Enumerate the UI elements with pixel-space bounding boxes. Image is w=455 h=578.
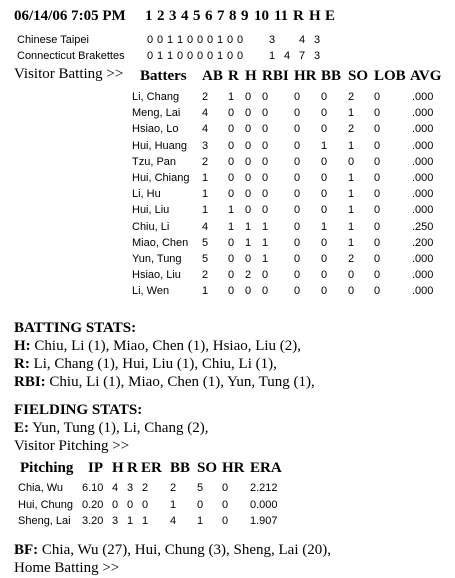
batter-name-cell: Tzu, Pan [132, 155, 177, 168]
inning-header-9: 9 [241, 8, 249, 24]
fielding-stats-title: FIELDING STATS: [14, 402, 143, 418]
hr-cell: 0 [294, 107, 301, 120]
linescore-row-home [17, 50, 437, 64]
hr-cell: 0 [294, 204, 301, 217]
inning-header-5: 5 [193, 8, 201, 24]
ab-cell: 4 [202, 220, 209, 233]
col-hr: HR [294, 68, 317, 84]
hr-cell: 0 [294, 253, 301, 265]
rbi-stat-text: Chiu, Li (1), Miao, Chen (1), Yun, Tung (1), [45, 374, 315, 390]
linescore-header [14, 8, 454, 28]
r-cell: 0 [228, 155, 235, 168]
era-cell: 0.000 [250, 498, 278, 511]
inning-score: 1 [167, 50, 174, 62]
r-cell: 0 [228, 188, 235, 201]
lob-cell: 0 [374, 155, 381, 168]
avg-cell: .000 [412, 155, 434, 168]
h-cell: 0 [245, 107, 252, 120]
avg-cell: .200 [412, 236, 434, 249]
batter-name-cell: Hui, Liu [132, 204, 170, 217]
hr-cell: 0 [294, 220, 301, 233]
ab-cell: 1 [202, 285, 209, 298]
ab-cell: 5 [202, 253, 209, 265]
bb-cell: 0 [321, 91, 328, 103]
batting-row [0, 172, 455, 186]
inning-score: 0 [147, 34, 154, 46]
batter-name-cell: Chiu, Li [132, 220, 170, 233]
r-cell: 0 [228, 253, 235, 265]
ab-cell: 1 [202, 172, 209, 184]
bb-cell: 0 [321, 269, 328, 282]
r-cell: 0 [228, 139, 235, 152]
so-cell: 2 [348, 253, 355, 265]
inning-header-8: 8 [229, 8, 237, 24]
col-er: ER [141, 460, 162, 476]
bb-cell: 2 [170, 482, 177, 494]
so-cell: 0 [348, 269, 355, 282]
rbi-cell: 0 [262, 204, 269, 217]
rbi-cell: 0 [262, 123, 269, 136]
lob-cell: 0 [374, 123, 381, 136]
col-so: SO [197, 460, 218, 476]
ip-cell: 3.20 [82, 515, 104, 527]
lob-cell: 0 [374, 91, 381, 103]
batting-row [0, 285, 455, 299]
lob-cell: 0 [374, 269, 381, 282]
lob-cell: 0 [374, 220, 381, 233]
col-hr: HR [222, 460, 245, 476]
rbi-cell: 0 [262, 91, 269, 103]
hits-total: 4 [284, 50, 291, 62]
batter-name-cell: Li, Wen [132, 285, 170, 298]
rbi-cell: 1 [262, 220, 269, 233]
so-cell: 5 [197, 482, 204, 494]
avg-cell: .000 [412, 253, 434, 265]
batting-stats-title: BATTING STATS: [14, 320, 137, 336]
h-cell: 1 [245, 220, 252, 233]
hits-header: H [309, 8, 321, 24]
batting-row [0, 140, 455, 154]
so-cell: 1 [348, 107, 355, 120]
h-cell: 0 [245, 155, 252, 168]
inning-score: 0 [197, 50, 204, 62]
hr-cell: 0 [222, 515, 229, 527]
col-bb: BB [170, 460, 191, 476]
ab-cell: 4 [202, 107, 209, 120]
inning-score: 0 [187, 50, 194, 62]
bb-cell: 0 [321, 285, 328, 298]
runs-stat-line [14, 356, 277, 373]
batter-name-cell: Hsiao, Liu [132, 269, 181, 282]
rbi-cell: 0 [262, 188, 269, 201]
r-cell: 0 [228, 123, 235, 136]
h-cell: 0 [245, 188, 252, 201]
bb-cell: 1 [170, 498, 177, 511]
pitcher-name-cell: Chia, Wu [18, 482, 64, 494]
inning-score: 0 [187, 34, 194, 46]
avg-cell: .000 [412, 204, 434, 217]
batting-row [0, 237, 455, 251]
bb-cell: 0 [321, 253, 328, 265]
inning-header-1: 1 [145, 8, 153, 24]
r-cell: 0 [228, 285, 235, 298]
inning-score: 1 [217, 50, 224, 62]
batting-row [0, 156, 455, 170]
avg-cell: .250 [412, 220, 434, 233]
so-cell: 1 [348, 204, 355, 217]
bb-cell: 0 [321, 236, 328, 249]
batting-row [0, 123, 455, 137]
ab-cell: 5 [202, 236, 209, 249]
h-cell: 0 [245, 139, 252, 152]
h-cell: 0 [245, 123, 252, 136]
rbi-cell: 1 [262, 236, 269, 249]
batting-row [0, 188, 455, 202]
errors-stat-text: Yun, Tung (1), Li, Chang (2), [29, 420, 209, 436]
rbi-cell: 1 [262, 253, 269, 265]
lob-cell: 0 [374, 236, 381, 249]
inning-score: 0 [237, 50, 244, 62]
h-cell: 0 [245, 285, 252, 298]
ab-cell: 2 [202, 269, 209, 282]
game-datetime: 06/14/06 7:05 PM [14, 8, 126, 24]
errors-total: 3 [314, 34, 321, 46]
col-avg: AVG [410, 68, 442, 84]
team-name: Chinese Taipei [17, 34, 89, 46]
lob-cell: 0 [374, 172, 381, 184]
hits-stat-line [14, 338, 301, 355]
inning-score: 0 [197, 34, 204, 46]
r-cell: 1 [127, 515, 134, 527]
h-cell: 0 [245, 172, 252, 184]
hr-cell: 0 [294, 123, 301, 136]
r-cell: 0 [228, 172, 235, 184]
hits-total: 4 [299, 34, 306, 46]
hr-cell: 0 [294, 188, 301, 201]
r-cell: 0 [228, 269, 235, 282]
rbi-cell: 0 [262, 172, 269, 184]
inning-score: 0 [237, 34, 244, 46]
inning-score: 1 [177, 34, 184, 46]
inning-header-4: 4 [181, 8, 189, 24]
errors-stat-line [14, 420, 208, 437]
so-cell: 2 [348, 123, 355, 136]
rbi-cell: 0 [262, 155, 269, 168]
h-cell: 0 [245, 91, 252, 103]
avg-cell: .000 [412, 269, 434, 282]
bb-cell: 0 [321, 188, 328, 201]
inning-score: 0 [227, 34, 234, 46]
inning-score: 0 [177, 50, 184, 62]
batting-row [0, 204, 455, 218]
hr-cell: 0 [294, 285, 301, 298]
batter-name-cell: Hui, Chiang [132, 172, 190, 184]
ab-cell: 3 [202, 139, 209, 152]
inning-header-10: 10 [254, 8, 269, 24]
bb-cell: 0 [321, 172, 328, 184]
ip-cell: 0.20 [82, 498, 104, 511]
hr-cell: 0 [294, 269, 301, 282]
home-batting-link[interactable]: Home Batting >> [14, 560, 120, 576]
batter-name-cell: Hsiao, Lo [132, 123, 179, 136]
r-cell: 1 [228, 204, 235, 217]
bf-label: BF: [14, 542, 39, 558]
col-h: H [245, 68, 257, 84]
rbi-cell: 0 [262, 269, 269, 282]
avg-cell: .000 [412, 188, 434, 201]
hits-stat-label: H: [14, 338, 31, 354]
rbi-cell: 0 [262, 107, 269, 120]
r-cell: 0 [228, 107, 235, 120]
rbi-cell: 0 [262, 285, 269, 298]
batting-row [0, 253, 455, 267]
inning-score: 0 [227, 50, 234, 62]
batting-row [0, 91, 455, 105]
extra-total: 3 [314, 50, 321, 62]
batters-faced-line [14, 542, 331, 559]
ab-cell: 2 [202, 91, 209, 103]
col-batters: Batters [140, 68, 187, 84]
col-bb: BB [321, 68, 342, 84]
so-cell: 1 [197, 515, 204, 527]
h-cell: 0 [112, 498, 119, 511]
r-cell: 0 [228, 236, 235, 249]
bb-cell: 0 [321, 107, 328, 120]
h-cell: 3 [112, 515, 119, 527]
lob-cell: 0 [374, 253, 381, 265]
hits-stat-text: Chiu, Li (1), Miao, Chen (1), Hsiao, Liu (2), [30, 338, 302, 354]
avg-cell: .000 [412, 107, 434, 120]
col-r: R [127, 460, 138, 476]
inning-score: 0 [207, 34, 214, 46]
lob-cell: 0 [374, 107, 381, 120]
bb-cell: 0 [321, 123, 328, 136]
inning-score: 1 [157, 50, 164, 62]
batting-row [0, 221, 455, 235]
r-cell: 3 [127, 482, 134, 494]
visitor-batting-link[interactable]: Visitor Batting >> [14, 66, 124, 82]
inning-header-11: 11 [274, 8, 289, 24]
linescore-row-visitor [17, 34, 437, 48]
batter-name-cell: Li, Chang [132, 91, 180, 103]
bb-cell: 1 [321, 139, 328, 152]
inning-score: 1 [217, 34, 224, 46]
inning-header-3: 3 [169, 8, 177, 24]
r-cell: 0 [127, 498, 134, 511]
so-cell: 1 [348, 188, 355, 201]
lob-cell: 0 [374, 285, 381, 298]
r-cell: 1 [228, 91, 235, 103]
batter-name-cell: Yun, Tung [132, 253, 182, 265]
runs-header: R [293, 8, 304, 24]
hr-cell: 0 [294, 236, 301, 249]
inning-score: 0 [157, 34, 164, 46]
inning-score: 0 [207, 50, 214, 62]
h-cell: 0 [245, 204, 252, 217]
r-cell: 1 [228, 220, 235, 233]
avg-cell: .000 [412, 172, 434, 184]
pitching-row [0, 482, 455, 496]
inning-score: 1 [167, 34, 174, 46]
so-cell: 1 [348, 220, 355, 233]
hr-cell: 0 [294, 172, 301, 184]
runs-total: 3 [269, 34, 276, 46]
col-h: H [112, 460, 124, 476]
runs-total: 1 [269, 50, 276, 62]
pitcher-name-cell: Hui, Chung [18, 498, 74, 511]
batter-name-cell: Li, Hu [132, 188, 161, 201]
bb-cell: 1 [321, 220, 328, 233]
ip-cell: 6.10 [82, 482, 104, 494]
hr-cell: 0 [222, 498, 229, 511]
rbi-stat-label: RBI: [14, 374, 46, 390]
team-name: Connecticut Brakettes [17, 50, 125, 62]
era-cell: 1.907 [250, 515, 278, 527]
so-cell: 1 [348, 236, 355, 249]
so-cell: 1 [348, 139, 355, 152]
lob-cell: 0 [374, 188, 381, 201]
er-cell: 1 [142, 515, 149, 527]
col-ab: AB [202, 68, 223, 84]
bb-cell: 0 [321, 204, 328, 217]
batting-row [0, 107, 455, 121]
h-cell: 4 [112, 482, 119, 494]
er-cell: 2 [142, 482, 149, 494]
ab-cell: 4 [202, 123, 209, 136]
col-ip: IP [88, 460, 103, 476]
col-rbi: RBI [262, 68, 289, 84]
bb-cell: 4 [170, 515, 177, 527]
inning-header-2: 2 [157, 8, 165, 24]
so-cell: 0 [348, 285, 355, 298]
hr-cell: 0 [222, 482, 229, 494]
col-so: SO [348, 68, 369, 84]
avg-cell: .000 [412, 91, 434, 103]
pitcher-name-cell: Sheng, Lai [18, 515, 71, 527]
batting-table-header [0, 68, 455, 88]
h-cell: 0 [245, 253, 252, 265]
h-cell: 2 [245, 269, 252, 282]
hr-cell: 0 [294, 155, 301, 168]
col-r: R [228, 68, 239, 84]
col-lob: LOB [374, 68, 406, 84]
era-cell: 2.212 [250, 482, 278, 494]
errors-stat-label: E: [14, 420, 29, 436]
so-cell: 0 [197, 498, 204, 511]
batter-name-cell: Miao, Chen [132, 236, 189, 249]
batting-row [0, 269, 455, 283]
inning-score: 0 [147, 50, 154, 62]
lob-cell: 0 [374, 204, 381, 217]
pitching-table-header [0, 460, 455, 480]
col-pitching: Pitching [20, 460, 74, 476]
so-cell: 1 [348, 172, 355, 184]
bf-text: Chia, Wu (27), Hui, Chung (3), Sheng, Lai (20), [38, 542, 332, 558]
ab-cell: 1 [202, 188, 209, 201]
errors-total: 7 [299, 50, 306, 62]
col-era: ERA [250, 460, 282, 476]
avg-cell: .000 [412, 139, 434, 152]
inning-header-7: 7 [217, 8, 225, 24]
avg-cell: .000 [412, 285, 434, 298]
so-cell: 0 [348, 155, 355, 168]
lob-cell: 0 [374, 139, 381, 152]
bb-cell: 0 [321, 155, 328, 168]
inning-header-6: 6 [205, 8, 213, 24]
pitching-row [0, 499, 455, 513]
hr-cell: 0 [294, 91, 301, 103]
so-cell: 2 [348, 91, 355, 103]
ab-cell: 1 [202, 204, 209, 217]
batter-name-cell: Meng, Lai [132, 107, 181, 120]
h-cell: 1 [245, 236, 252, 249]
runs-stat-text: Li, Chang (1), Hui, Liu (1), Chiu, Li (1), [29, 356, 277, 372]
ab-cell: 2 [202, 155, 209, 168]
rbi-cell: 0 [262, 139, 269, 152]
hr-cell: 0 [294, 139, 301, 152]
runs-stat-label: R: [14, 356, 30, 372]
er-cell: 0 [142, 498, 149, 511]
pitching-row [0, 515, 455, 529]
visitor-pitching-link[interactable]: Visitor Pitching >> [14, 438, 130, 454]
errors-header: E [325, 8, 336, 24]
batter-name-cell: Hui, Huang [132, 139, 188, 152]
avg-cell: .000 [412, 123, 434, 136]
rbi-stat-line [14, 374, 315, 391]
